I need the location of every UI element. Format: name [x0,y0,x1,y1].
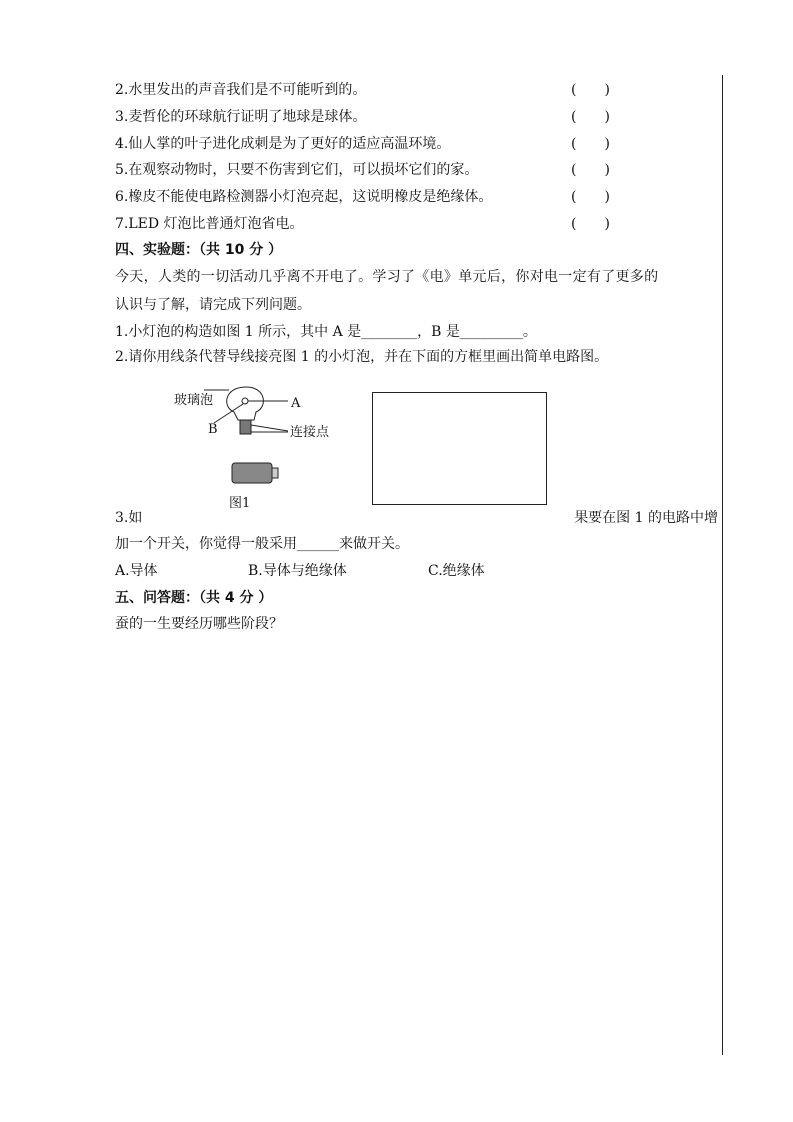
section4-intro-cont: 认识与了解，请完成下列问题。 [115,297,311,313]
answer-paren[interactable]: ( ) [571,216,610,232]
answer-paren[interactable]: ( ) [571,136,610,152]
question-3-cont: 加一个开关，你觉得一般采用______来做开关。 [115,536,409,552]
option-c: C.绝缘体 [428,563,485,579]
margin-line [722,75,723,1055]
label-glass-bulb: 玻璃泡 [174,393,214,408]
option-b: B.导体与绝缘体 [248,563,347,579]
judgement-item: 4.仙人掌的叶子进化成刺是为了更好的适应高温环境。 [115,136,451,152]
section4-heading: 四、实验题：（共 10 分 ） [115,242,283,258]
judgement-item: 7.LED 灯泡比普通灯泡省电。 [115,216,304,232]
answer-paren[interactable]: ( ) [571,109,610,125]
judgement-item: 5.在观察动物时，只要不伤害到它们，可以损坏它们的家。 [115,162,479,178]
option-a: A.导体 [115,563,158,579]
label-b: B [208,422,218,437]
label-contacts: 连接点 [290,425,330,440]
answer-paren[interactable]: ( ) [571,189,610,205]
circuit-drawing-box[interactable] [372,392,547,505]
judgement-item: 3.麦哲伦的环球航行证明了地球是球体。 [115,109,367,125]
section5-heading: 五、问答题：（共 4 分 ） [115,590,273,606]
section5-question: 蚕的一生要经历哪些阶段？ [115,616,283,632]
answer-paren[interactable]: ( ) [571,162,610,178]
judgement-item: 2.水里发出的声音我们是不可能听到的。 [115,82,367,98]
question-3-right: 果要在图 1 的电路中增 [574,510,718,526]
question-2: 2.请你用线条代替导线接亮图 1 的小灯泡，并在下面的方框里画出简单电路图。 [115,349,609,365]
section4-intro: 今天，人类的一切活动几乎离不开电了。学习了《电》单元后，你对电一定有了更多的 [115,269,659,285]
judgement-item: 6.橡皮不能使电路检测器小灯泡亮起，这说明橡皮是绝缘体。 [115,189,493,205]
answer-paren[interactable]: ( ) [571,82,610,98]
figure-caption: 图1 [229,496,251,511]
question-3: 3.如 [115,510,143,526]
label-a: A [291,396,301,411]
bulb-battery-icon [200,385,300,505]
question-1: 1.小灯泡的构造如图 1 所示，其中 A 是________，B 是_________。 [115,324,537,340]
